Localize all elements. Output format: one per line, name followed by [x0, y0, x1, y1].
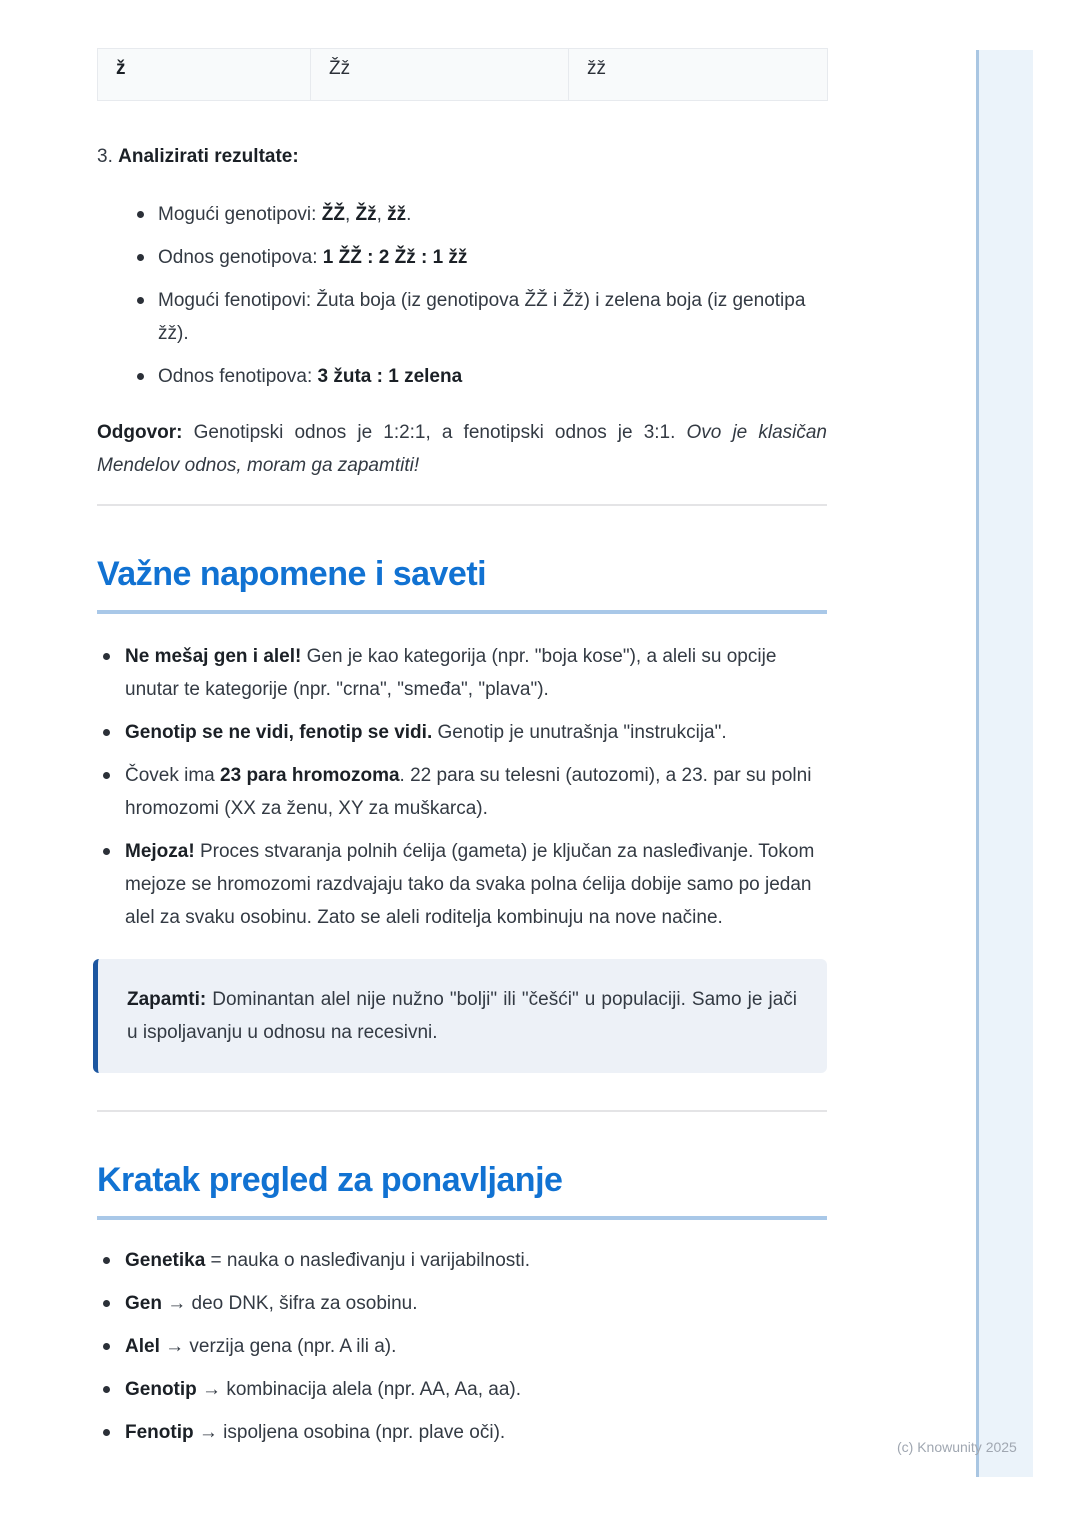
text-run: = nauka o nasleđivanju i varijabilnosti.	[205, 1250, 531, 1271]
text-run: Mogući fenotipovi: Žuta boja (iz genotipova ŽŽ i Žž) i zelena boja (iz genotipa žž).	[158, 290, 806, 344]
text-run: Mejoza!	[125, 841, 195, 862]
notes-list	[97, 640, 827, 934]
text-run: Genotip se ne vidi, fenotip se vidi.	[125, 722, 433, 743]
text-run: Alel	[125, 1336, 160, 1357]
list-item	[97, 1373, 827, 1406]
list-item	[97, 716, 827, 749]
punnett-table	[97, 48, 828, 101]
list-item	[131, 360, 827, 393]
text-run: Genotip	[125, 1379, 197, 1400]
text-run: → verzija gena (npr. A ili a).	[159, 1336, 397, 1357]
list-item	[97, 835, 827, 934]
review-section-heading: Kratak pregled za ponavljanje	[97, 1160, 827, 1220]
list-item	[97, 1330, 827, 1363]
list-item	[97, 640, 827, 706]
section-divider	[97, 504, 827, 506]
text-run: Genotipski odnos je 1:2:1, a fenotipski odnos je 3:1.	[182, 422, 687, 443]
notes-section-heading: Važne napomene i saveti	[97, 554, 827, 614]
copyright-watermark: (c) Knowunity 2025	[897, 1439, 1017, 1455]
section-divider	[97, 1110, 827, 1112]
text-run: ŽŽ	[321, 204, 345, 225]
callout-label: Zapamti:	[127, 989, 207, 1010]
text-run: Fenotip	[125, 1422, 194, 1443]
text-run: Gen	[125, 1293, 162, 1314]
step-3-list	[131, 198, 827, 393]
punnett-cell-allele: ž	[98, 49, 311, 101]
text-run: Genetika	[125, 1250, 206, 1271]
callout-zapamti	[93, 959, 827, 1073]
text-run: Gen je kao kategorija (npr. "boja kose"), a aleli su opcije unutar te kategorije (npr. "crna", "smeđa", "plava").	[125, 646, 777, 700]
text-run: 23 para hromozoma	[220, 765, 400, 786]
list-item	[97, 1244, 827, 1277]
text-run: ,	[344, 204, 356, 225]
answer-paragraph	[97, 416, 827, 482]
document-content	[97, 0, 827, 1449]
page-edge-strip	[976, 50, 1033, 1477]
text-run: 3 žuta : 1 zelena	[317, 366, 463, 387]
list-item	[97, 1287, 827, 1320]
text-run: Dominantan alel nije nužno "bolji" ili "češći" u populaciji. Samo je jači u ispoljavanju u odnosu na recesivni.	[127, 989, 797, 1043]
text-run: Mogući genotipovi:	[158, 204, 322, 225]
text-run: Odnos genotipova:	[158, 247, 323, 268]
text-run: Odnos fenotipova:	[158, 366, 318, 387]
text-run: Proces stvaranja polnih ćelija (gameta) je ključan za nasleđivanje. Tokom mejoze se hromozomi razdvajaju tako da svaka polna ćelija dobije samo po jedan alel za svaku osobinu. Zato se aleli roditelja kombinuju na nove načine.	[125, 841, 815, 928]
list-item	[97, 1416, 827, 1449]
text-run: . 22 para su telesni (autozomi), a 23. par su polni hromozomi (XX za ženu, XY za muškarca).	[125, 765, 812, 819]
text-run: .	[406, 204, 412, 225]
step-3-heading	[97, 145, 827, 169]
text-run: žž	[387, 204, 407, 225]
list-item	[131, 241, 827, 274]
list-item	[131, 198, 827, 231]
answer-italic-note: Ovo je klasičan Mendelov odnos, moram ga zapamtiti!	[97, 422, 827, 476]
answer-label: Odgovor:	[97, 422, 183, 443]
list-item	[97, 759, 827, 825]
text-run: → kombinacija alela (npr. AA, Aa, aa).	[196, 1379, 522, 1400]
list-item	[131, 284, 827, 350]
text-run: Genotip je unutrašnja "instrukcija".	[432, 722, 727, 743]
step-title-text: Analizirati rezultate:	[118, 146, 299, 167]
punnett-cell-genotype: žž	[569, 49, 828, 101]
step-number: 3.	[97, 146, 113, 167]
callout-text	[127, 983, 797, 1049]
punnett-cell-genotype: Žž	[311, 49, 569, 101]
punnett-table-row	[98, 49, 828, 101]
text-run: Žž	[355, 204, 377, 225]
text-run: Čovek ima	[125, 765, 221, 786]
review-list	[97, 1244, 827, 1449]
text-run: ,	[376, 204, 388, 225]
text-run: 1 ŽŽ : 2 Žž : 1 žž	[322, 247, 468, 268]
text-run: Ne mešaj gen i alel!	[125, 646, 302, 667]
text-run: → ispoljena osobina (npr. plave oči).	[193, 1422, 506, 1443]
text-run: → deo DNK, šifra za osobinu.	[161, 1293, 418, 1314]
